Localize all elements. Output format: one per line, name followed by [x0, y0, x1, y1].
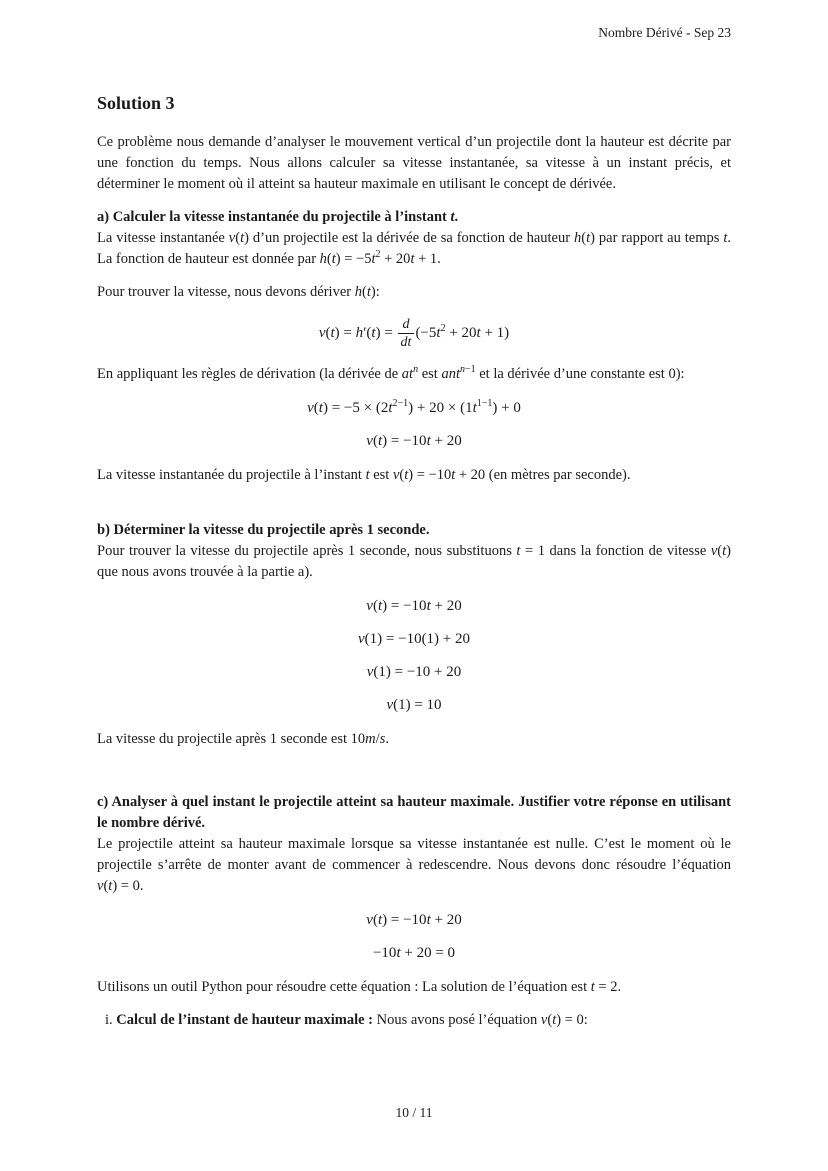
paragraph: La vitesse instantanée v(t) d’un projectile est la dérivée de sa fonction de hauteur h(t) par rapport au temps t. La fonction de hauteur est donnée par $h(t) = -5t^2 + 20t + 1$. [97, 230, 731, 267]
equation-simplification: v(1) = −10 + 20 [366, 664, 462, 680]
equation-substitution: v(1) = −10(1) + 20 [357, 631, 471, 647]
paragraph: En appliquant les règles de dérivation (la dérivée de $at^n$ est ant$^{n-1}$ et la dérivée d’une constante est 0): [97, 364, 685, 382]
paragraph: La vitesse du projectile après 1 seconde est 10m/s. [97, 731, 389, 747]
equation-set-to-zero: −10t + 20 = 0 [372, 945, 456, 961]
section-c-heading: c) Analyser à quel instant le projectile atteint sa hauteur maximale. Justifier votre réponse en utilisant le nombre dérivé. [97, 794, 731, 831]
equation-velocity-function: v(t) = −10t + 20 [366, 912, 462, 928]
page-title: Solution 3 [97, 93, 175, 113]
page-header: Nombre Dérivé - Sep 23 [598, 25, 731, 40]
equation-velocity-function: v(t) = −10t + 20 [366, 598, 462, 614]
paragraph: Pour trouver la vitesse, nous devons dériver h(t): [97, 284, 380, 300]
equation-velocity-function: v(t) = −10t + 20 [366, 433, 462, 449]
section-a-heading: a) Calculer la vitesse instantanée du projectile à l’instant t. [97, 209, 459, 225]
paragraph: Pour trouver la vitesse du projectile après 1 seconde, nous substituons t = 1 dans la fonction de vitesse v(t) que nous avons trouvée à la partie a). [97, 543, 731, 580]
equation-derivative-expanded: $v(t) = -5 \times (2t^{2-1}) + 20 \times (1t^{1-1}) + 0$ [307, 398, 521, 416]
intro-paragraph: Ce problème nous demande d’analyser le mouvement vertical d’un projectile dont la hauteur est décrite par une fonction du temps. Nous allons calculer sa vitesse instantanée, sa vitesse à un instant précis, et déterminer le moment où il atteint sa hauteur maximale en utilisant le concept de dérivée. [97, 134, 731, 192]
paragraph: La vitesse instantanée du projectile à l’instant t est v(t) = −10t + 20 (en mètres par seconde). [97, 467, 631, 483]
page-number: 10 / 11 [395, 1105, 433, 1120]
solution-content [97, 132, 731, 1031]
section-b-heading: b) Déterminer la vitesse du projectile après 1 seconde. [97, 522, 430, 538]
section-b [97, 520, 731, 750]
equation-velocity-at-1s: v(1) = 10 [386, 697, 442, 713]
section-c [97, 792, 731, 1031]
equation-derivative-definition: v(t) = h′(t) = $\frac{d}{dt}$ $(-5t^2 + 20t + 1)$ [318, 317, 510, 350]
section-a [97, 207, 731, 486]
list-item-i: i. Calcul de l’instant de hauteur maximale : Nous avons posé l’équation v(t) = 0: [105, 1012, 588, 1028]
paragraph: Le projectile atteint sa hauteur maximale lorsque sa vitesse instantanée est nulle. C’est le moment où le projectile s’arrête de monter avant de commencer à redescendre. Nous devons donc résoudre l’équation v(t) = 0. [97, 836, 731, 894]
paragraph: Utilisons un outil Python pour résoudre cette équation : La solution de l’équation est t = 2. [97, 979, 622, 995]
